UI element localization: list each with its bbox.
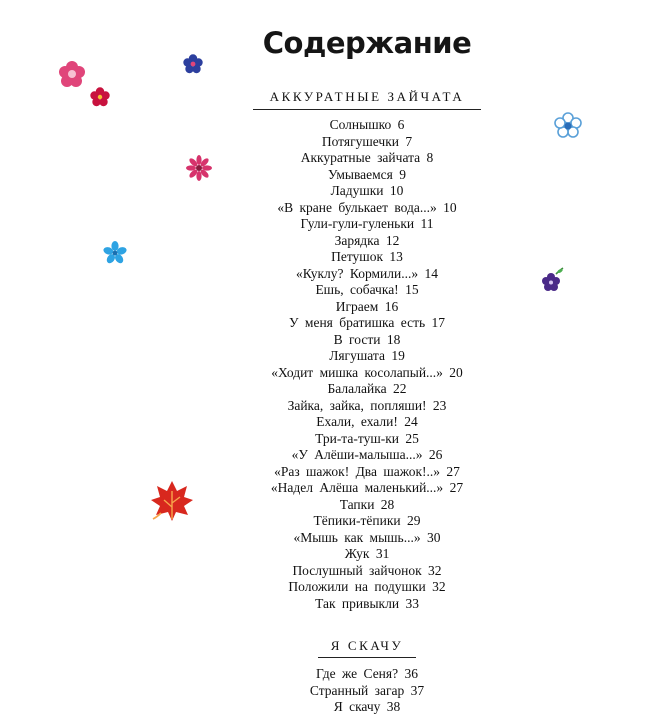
- entry-page-number: 14: [424, 265, 438, 281]
- entry-title: «Раз шажок! Два шажок!..»: [274, 463, 441, 479]
- entry-title: У меня братишка есть: [288, 315, 426, 330]
- entry-title: «Мышь как мышь...»: [293, 529, 421, 545]
- toc-entry: [0, 348, 668, 365]
- toc-entry: [0, 233, 668, 250]
- entry-page-number: 27: [446, 463, 460, 479]
- entry-page-number: 18: [386, 331, 401, 347]
- entry-title: Лягушата: [329, 348, 385, 363]
- section-divider: [253, 109, 481, 110]
- toc-entry: [0, 579, 668, 596]
- section-divider: [318, 657, 416, 658]
- entry-title: «У Алёши-малыша...»: [291, 447, 423, 462]
- toc-entry: [0, 464, 668, 481]
- entry-title: Тапки: [339, 496, 375, 512]
- entry-title: Послушный зайчонок: [292, 562, 422, 578]
- entry-page-number: 22: [392, 381, 407, 396]
- entry-page-number: 17: [431, 315, 446, 330]
- entry-page-number: 38: [386, 699, 401, 714]
- entry-page-number: 19: [391, 348, 405, 363]
- entry-page-number: 10: [389, 183, 404, 198]
- entry-page-number: 28: [380, 496, 395, 512]
- entry-title: Я скачу: [333, 699, 381, 714]
- toc-entry: [0, 699, 668, 716]
- entry-page-number: 29: [406, 513, 421, 528]
- entry-page-number: 9: [399, 166, 407, 182]
- toc-entry: [0, 666, 668, 683]
- toc-entry: [0, 546, 668, 563]
- toc-entry: [0, 183, 668, 200]
- toc-entry: [0, 513, 668, 530]
- entry-page-number: 12: [385, 232, 400, 248]
- entry-page-number: 24: [404, 414, 418, 429]
- toc-entry: [0, 381, 668, 398]
- toc-entry: [0, 563, 668, 580]
- page-title: Содержание: [262, 26, 472, 60]
- entry-page-number: 26: [428, 447, 443, 462]
- entry-page-number: 15: [405, 282, 419, 297]
- entry-title: В гости: [333, 331, 381, 347]
- toc-entry: [0, 431, 668, 448]
- entry-title: Потягушечки: [321, 133, 400, 149]
- toc-entry: [0, 365, 668, 382]
- toc-entry: [0, 315, 668, 332]
- toc-entry: [0, 414, 668, 431]
- entry-page-number: 33: [405, 595, 419, 611]
- entry-title: «Ходит мишка косолапый...»: [271, 364, 443, 380]
- toc-entry: [0, 332, 668, 349]
- blue-flower-icon: [183, 54, 203, 74]
- entry-title: Играем: [335, 298, 379, 314]
- entry-page-number: 7: [405, 133, 413, 149]
- entry-page-number: 13: [389, 249, 403, 264]
- toc-entry: [0, 282, 668, 299]
- entry-title: Жук: [344, 546, 370, 561]
- toc-entry: [0, 683, 668, 700]
- entry-title: Где же Сеня?: [315, 666, 399, 681]
- entry-title: Ладушки: [330, 183, 384, 198]
- toc-entry: [0, 497, 668, 514]
- toc-entry: [0, 200, 668, 217]
- entry-title: Зарядка: [334, 232, 380, 248]
- entry-page-number: 37: [410, 682, 425, 698]
- entry-title: Ехали, ехали!: [316, 414, 398, 429]
- toc-entry: [0, 530, 668, 547]
- entry-title: Петушок: [331, 249, 384, 264]
- entry-title: Странный загар: [309, 682, 405, 698]
- light-blue-flower-icon: [103, 241, 127, 265]
- entry-title: Ешь, собачка!: [315, 282, 399, 297]
- entry-title: Гули-гули-гуленьки: [300, 216, 415, 231]
- entry-page-number: 27: [449, 480, 464, 495]
- toc-entry: [0, 299, 668, 316]
- entry-page-number: 8: [426, 150, 434, 165]
- red-flower-icon: [90, 87, 110, 107]
- entry-title: Балалайка: [327, 381, 387, 396]
- toc-entry: [0, 596, 668, 613]
- entry-title: «В кране булькает вода...»: [277, 199, 437, 215]
- section-heading: АККУРАТНЫЕ ЗАЙЧАТА: [269, 89, 465, 104]
- white-flower-icon: [553, 112, 583, 140]
- toc-entry: [0, 266, 668, 283]
- toc-entry: [0, 447, 668, 464]
- toc-list: [0, 117, 668, 612]
- purple-flower-icon: [541, 266, 565, 292]
- entry-page-number: 36: [404, 666, 418, 681]
- toc-entry: [0, 167, 668, 184]
- entry-page-number: 10: [443, 199, 457, 215]
- toc-entry: [0, 150, 668, 167]
- toc-entry: [0, 480, 668, 497]
- entry-title: «Куклу? Кормили...»: [295, 265, 419, 281]
- pink-flower-icon: [58, 60, 86, 88]
- entry-title: Так привыкли: [315, 595, 400, 611]
- red-leaf-icon: [149, 477, 195, 525]
- entry-title: Аккуратные зайчата: [300, 150, 421, 165]
- entry-page-number: 25: [405, 430, 419, 446]
- entry-page-number: 32: [432, 579, 446, 594]
- entry-title: Умываемся: [327, 166, 393, 182]
- entry-page-number: 16: [384, 298, 399, 314]
- section-heading: Я СКАЧУ: [330, 638, 404, 653]
- entry-title: Положили на подушки: [288, 579, 426, 594]
- magenta-flower-icon: [186, 155, 212, 181]
- toc-list: [0, 666, 668, 716]
- entry-page-number: 23: [432, 397, 447, 413]
- entry-title: Зайка, зайка, попляши!: [287, 397, 427, 413]
- entry-title: Солнышко: [329, 117, 392, 132]
- entry-page-number: 31: [375, 546, 390, 561]
- entry-title: Тёпики-тёпики: [313, 513, 401, 528]
- entry-title: Три-та-туш-ки: [315, 430, 400, 446]
- entry-page-number: 32: [428, 562, 442, 578]
- entry-title: «Надел Алёша маленький...»: [270, 480, 444, 495]
- entry-page-number: 6: [397, 117, 405, 132]
- toc-entry: [0, 249, 668, 266]
- entry-page-number: 11: [420, 216, 434, 231]
- toc-entry: [0, 398, 668, 415]
- entry-page-number: 20: [449, 364, 463, 380]
- toc-entry: [0, 216, 668, 233]
- entry-page-number: 30: [426, 529, 441, 545]
